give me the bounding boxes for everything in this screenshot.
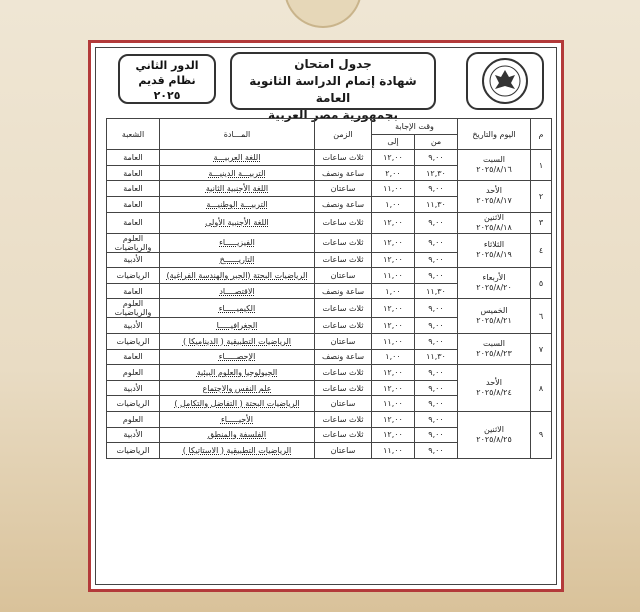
table-row — [107, 150, 552, 166]
eagle-emblem-icon — [481, 57, 529, 105]
badge-line: الدور الثاني — [135, 59, 199, 72]
exam-date: ٢٠٢٥/٨/٢٣ — [476, 349, 512, 359]
end-time-cell: ١٢,٠٠ — [372, 380, 415, 396]
start-time-cell: ٩,٠٠ — [415, 181, 458, 197]
table-row — [107, 411, 552, 427]
duration-cell: ساعة ونصف — [315, 283, 372, 299]
duration-cell: ساعتان — [315, 181, 372, 197]
branch-cell: الأدبية — [107, 380, 160, 396]
exam-date: ٢٠٢٥/٨/١٧ — [476, 196, 512, 206]
schedule-table — [106, 118, 552, 459]
table-row — [107, 181, 552, 197]
day-number-cell: ٩ — [531, 411, 552, 458]
day-number-cell: ٨ — [531, 365, 552, 412]
start-time-cell: ٩,٠٠ — [415, 150, 458, 166]
start-time-cell: ١٢,٣٠ — [415, 165, 458, 181]
subject-cell: اللغة الأجنبية الأولى — [160, 212, 315, 233]
day-name: الثلاثاء — [483, 240, 505, 250]
title-line: شهادة إتمام الدراسة الثانوية العامة — [249, 74, 417, 105]
day-date-cell — [458, 212, 531, 233]
duration-cell: ساعتان — [315, 396, 372, 412]
start-time-cell: ٩,٠٠ — [415, 396, 458, 412]
subject-cell: الكيميـــــاء — [160, 299, 315, 318]
start-time-cell: ٩,٠٠ — [415, 365, 458, 381]
day-number-cell: ٤ — [531, 233, 552, 268]
schedule-body — [107, 150, 552, 459]
day-date-cell — [458, 411, 531, 458]
exam-date: ٢٠٢٥/٨/٢٥ — [476, 434, 512, 444]
end-time-cell: ١٢,٠٠ — [372, 299, 415, 318]
start-time-cell: ٩,٠٠ — [415, 427, 458, 443]
branch-cell: العلوم — [107, 411, 160, 427]
branch-cell: العلوم — [107, 365, 160, 381]
day-number-cell: ٦ — [531, 299, 552, 334]
start-time-cell: ١١,٣٠ — [415, 283, 458, 299]
duration-cell: ثلاث ساعات — [315, 299, 372, 318]
subject-cell: الإحصـــــاء — [160, 349, 315, 365]
day-name: الخميس — [480, 306, 508, 316]
duration-cell: ثلاث ساعات — [315, 233, 372, 252]
subject-cell: علم النفس والاجتماع — [160, 380, 315, 396]
duration-cell: ساعتان — [315, 268, 372, 284]
duration-cell: ساعتان — [315, 443, 372, 459]
branch-cell: الأدبية — [107, 318, 160, 334]
branch-cell: العامة — [107, 150, 160, 166]
title-line: جدول امتحان — [294, 57, 372, 71]
sheet-frame — [95, 47, 557, 585]
duration-cell: ثلاث ساعات — [315, 380, 372, 396]
subject-cell: التربيـــة الوطنيـــة — [160, 196, 315, 212]
ministry-logo — [466, 52, 544, 110]
start-time-cell: ١١,٣٠ — [415, 196, 458, 212]
subject-cell: اللغة العربيـــة — [160, 150, 315, 166]
branch-cell: الرياضيات — [107, 396, 160, 412]
exam-date: ٢٠٢٥/٨/١٦ — [476, 165, 512, 175]
subject-cell: التربيـــة الدينيـــة — [160, 165, 315, 181]
day-name: الأحد — [486, 186, 502, 196]
exam-date: ٢٠٢٥/٨/٢١ — [476, 316, 512, 326]
table-row — [107, 268, 552, 284]
branch-cell: الأدبية — [107, 252, 160, 268]
start-time-cell: ٩,٠٠ — [415, 233, 458, 252]
start-time-cell: ٩,٠٠ — [415, 443, 458, 459]
col-subject-header: المـــادة — [160, 119, 315, 150]
subject-cell: الرياضيات التطبيقية ( الاستاتيكا ) — [160, 443, 315, 459]
day-date-cell — [458, 150, 531, 181]
subject-cell: الفلسفة والمنطق — [160, 427, 315, 443]
day-date-cell — [458, 333, 531, 364]
subject-cell: الفيزيـــــاء — [160, 233, 315, 252]
ministry-seal-top — [284, 0, 362, 28]
subject-cell: الجيولوجيا والعلوم البيئية — [160, 365, 315, 381]
duration-cell: ثلاث ساعات — [315, 427, 372, 443]
table-row — [107, 365, 552, 381]
branch-cell: العامة — [107, 165, 160, 181]
day-number-cell: ٧ — [531, 333, 552, 364]
start-time-cell: ٩,٠٠ — [415, 411, 458, 427]
end-time-cell: ١,٠٠ — [372, 283, 415, 299]
start-time-cell: ١١,٣٠ — [415, 349, 458, 365]
end-time-cell: ١١,٠٠ — [372, 396, 415, 412]
end-time-cell: ١٢,٠٠ — [372, 427, 415, 443]
schedule-title — [230, 52, 436, 122]
end-time-cell: ١٢,٠٠ — [372, 318, 415, 334]
start-time-cell: ٩,٠٠ — [415, 318, 458, 334]
exam-date: ٢٠٢٥/٨/١٩ — [476, 250, 512, 260]
duration-cell: ثلاث ساعات — [315, 252, 372, 268]
end-time-cell: ١٢,٠٠ — [372, 150, 415, 166]
day-date-cell — [458, 181, 531, 212]
exam-date: ٢٠٢٥/٨/٢٠ — [476, 283, 512, 293]
table-row — [107, 212, 552, 233]
branch-cell: الأدبية — [107, 427, 160, 443]
table-row — [107, 333, 552, 349]
branch-cell: العلوم والرياضيات — [107, 299, 160, 318]
day-name: الأربعاء — [482, 273, 506, 283]
duration-cell: ثلاث ساعات — [315, 318, 372, 334]
day-name: الاثنين — [484, 424, 504, 434]
duration-cell: ثلاث ساعات — [315, 365, 372, 381]
start-time-cell: ٩,٠٠ — [415, 380, 458, 396]
schedule-header — [96, 48, 556, 122]
exam-date: ٢٠٢٥/٨/١٨ — [476, 222, 512, 232]
col-time-header: وقت الإجابة — [372, 119, 458, 135]
subject-cell: الأحيـــــاء — [160, 411, 315, 427]
branch-cell: العامة — [107, 212, 160, 233]
end-time-cell: ١١,٠٠ — [372, 443, 415, 459]
table-row — [107, 299, 552, 318]
subject-cell: التاريــــــخ — [160, 252, 315, 268]
end-time-cell: ١٢,٠٠ — [372, 365, 415, 381]
duration-cell: ثلاث ساعات — [315, 411, 372, 427]
subject-cell: اللغة الأجنبية الثانية — [160, 181, 315, 197]
subject-cell: الرياضيات التطبيقية ( الديناميكا ) — [160, 333, 315, 349]
start-time-cell: ٩,٠٠ — [415, 333, 458, 349]
badge-line: ٢٠٢٥ — [153, 89, 181, 102]
subject-cell: الجغرافيـــــا — [160, 318, 315, 334]
start-time-cell: ٩,٠٠ — [415, 268, 458, 284]
day-date-cell — [458, 268, 531, 299]
end-time-cell: ١٢,٠٠ — [372, 212, 415, 233]
day-number-cell: ٢ — [531, 181, 552, 212]
badge-line: نظام قديم — [138, 74, 196, 87]
day-date-cell — [458, 233, 531, 268]
end-time-cell: ١,٠٠ — [372, 196, 415, 212]
exam-schedule-sheet — [88, 40, 564, 592]
end-time-cell: ١١,٠٠ — [372, 268, 415, 284]
col-to-header: إلى — [372, 134, 415, 150]
col-branch-header: الشعبة — [107, 119, 160, 150]
duration-cell: ساعة ونصف — [315, 165, 372, 181]
day-number-cell: ٥ — [531, 268, 552, 299]
end-time-cell: ١٢,٠٠ — [372, 252, 415, 268]
day-name: السبت — [482, 155, 506, 165]
start-time-cell: ٩,٠٠ — [415, 299, 458, 318]
day-date-cell — [458, 299, 531, 334]
branch-cell: العامة — [107, 196, 160, 212]
col-from-header: من — [415, 134, 458, 150]
duration-cell: ثلاث ساعات — [315, 212, 372, 233]
branch-cell: الرياضيات — [107, 443, 160, 459]
session-badge — [118, 54, 216, 104]
end-time-cell: ١٢,٠٠ — [372, 411, 415, 427]
end-time-cell: ١١,٠٠ — [372, 181, 415, 197]
end-time-cell: ١٢,٠٠ — [372, 233, 415, 252]
duration-cell: ساعة ونصف — [315, 196, 372, 212]
duration-cell: ساعتان — [315, 333, 372, 349]
branch-cell: العلوم والرياضيات — [107, 233, 160, 252]
start-time-cell: ٩,٠٠ — [415, 212, 458, 233]
day-name: الأحد — [486, 378, 502, 388]
day-date-cell — [458, 365, 531, 412]
col-day-header: اليوم والتاريخ — [458, 119, 531, 150]
end-time-cell: ٢,٠٠ — [372, 165, 415, 181]
end-time-cell: ١,٠٠ — [372, 349, 415, 365]
duration-cell: ثلاث ساعات — [315, 150, 372, 166]
branch-cell: الرياضيات — [107, 333, 160, 349]
subject-cell: الاقتصــــاد — [160, 283, 315, 299]
exam-date: ٢٠٢٥/٨/٢٤ — [476, 388, 512, 398]
col-num-header: م — [531, 119, 552, 150]
day-number-cell: ٣ — [531, 212, 552, 233]
duration-cell: ساعة ونصف — [315, 349, 372, 365]
table-row — [107, 233, 552, 252]
col-duration-header: الزمن — [315, 119, 372, 150]
end-time-cell: ١١,٠٠ — [372, 333, 415, 349]
start-time-cell: ٩,٠٠ — [415, 252, 458, 268]
title-line: بجمهورية مصر العربية — [268, 108, 398, 122]
subject-cell: الرياضيات البحتة (الجبر والهندسة الفراغية) — [160, 268, 315, 284]
branch-cell: الرياضيات — [107, 268, 160, 284]
day-name: السبت — [482, 339, 506, 349]
branch-cell: العامة — [107, 181, 160, 197]
branch-cell: العامة — [107, 349, 160, 365]
subject-cell: الرياضيات البحتة ( التفاضل والتكامل ) — [160, 396, 315, 412]
day-number-cell: ١ — [531, 150, 552, 181]
day-name: الاثنين — [484, 212, 504, 222]
branch-cell: العامة — [107, 283, 160, 299]
